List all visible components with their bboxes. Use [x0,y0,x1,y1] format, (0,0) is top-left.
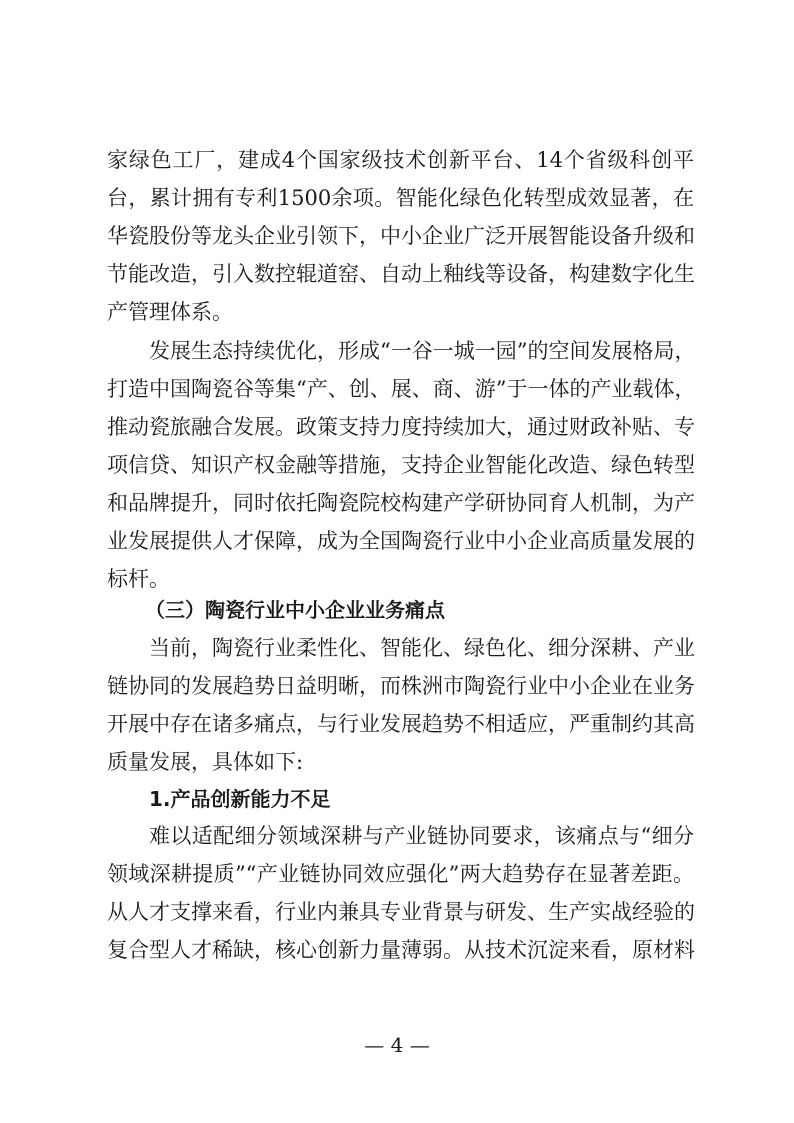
paragraph-line: 业发展提供人才保障，成为全国陶瓷行业中小企业高质量发展的 [107,529,695,553]
paragraph-line: 产管理体系。 [107,300,233,324]
paragraph-line: 发展生态持续优化，形成“一谷一城一园”的空间发展格局， [149,339,696,363]
subheading: 1.产品创新能力不足 [149,787,331,811]
paragraph-line: 当前，陶瓷行业柔性化、智能化、绿色化、细分深耕、产业 [149,636,695,660]
section-heading: （三）陶瓷行业中小企业业务痛点 [145,598,445,622]
paragraph-line: 开展中存在诸多痛点，与行业发展趋势不相适应，严重制约其高 [107,712,695,736]
paragraph-line: 和品牌提升，同时依托陶瓷院校构建产学研协同育人机制，为产 [107,491,695,515]
paragraph-line: 领域深耕提质”“产业链协同效应强化”两大趋势存在显著差距。 [107,862,694,886]
paragraph-line: 从人才支撑来看，行业内兼具专业背景与研发、生产实战经验的 [107,900,695,924]
paragraph-line: 链协同的发展趋势日益明晰，而株洲市陶瓷行业中小企业在业务 [107,674,695,698]
paragraph-line: 质量发展，具体如下: [107,750,304,774]
paragraph-line: 推动瓷旅融合发展。政策支持力度持续加大，通过财政补贴、专 [107,415,695,439]
paragraph-line: 标杆。 [107,567,170,591]
paragraph-line: 打造中国陶瓷谷等集“产、创、展、商、游”于一体的产业载体， [107,377,696,401]
paragraph-line: 复合型人才稀缺，核心创新力量薄弱。从技术沉淀来看，原材料 [107,938,695,962]
paragraph-line: 难以适配细分领域深耕与产业链协同要求，该痛点与“细分 [149,824,694,848]
paragraph-line: 项信贷、知识产权金融等措施，支持企业智能化改造、绿色转型 [107,453,695,477]
paragraph-line: 台，累计拥有专利1500余项。智能化绿色化转型成效显著，在 [107,186,694,210]
paragraph-line: 节能改造，引入数控辊道窑、自动上釉线等设备，构建数字化生 [107,262,695,286]
page-number: — 4 — [364,1033,430,1057]
paragraph-line: 家绿色工厂，建成4个国家级技术创新平台、14个省级科创平 [107,148,694,172]
paragraph-line: 华瓷股份等龙头企业引领下，中小企业广泛开展智能设备升级和 [107,224,695,248]
